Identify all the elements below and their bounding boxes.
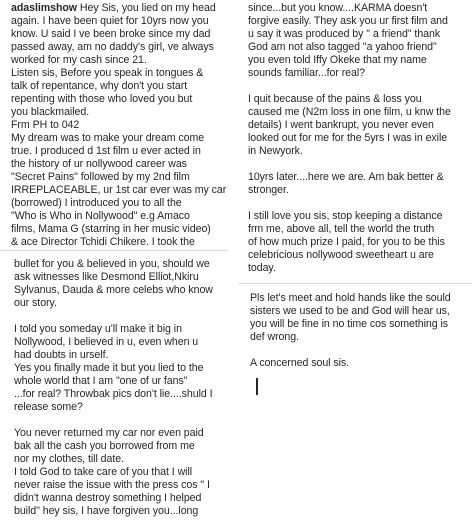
caption-line: A concerned soul sis.	[250, 357, 350, 369]
caption-line: had doubts in urself.	[14, 349, 109, 361]
caption-line: Sylvanus, Dauda & more celebs who know	[14, 284, 213, 296]
caption-line: passed away, am no daddy's girl, ve always	[11, 41, 214, 53]
caption-line: forgive easily. They ask you ur first film and	[248, 15, 448, 27]
caption-line: again. I have been quiet for 10yrs now you	[11, 15, 209, 27]
caption-line: (borrowed) I introduced you to all the	[11, 197, 182, 209]
fragment-divider-col1	[0, 250, 228, 251]
caption-line: IRREPLACEABLE, ur 1st car ever was my car	[11, 184, 227, 196]
caption-line: You never returned my car nor even paid	[14, 427, 204, 439]
caption-line: u say it was produced by " a friend" thank	[248, 28, 441, 40]
caption-line: our story.	[14, 297, 57, 309]
caption-line: Nollywood, I believed in u, even when u	[14, 336, 199, 348]
caption-line: details) I went bankrupt, you never even	[248, 119, 434, 131]
caption-line: since...but you know....KARMA doesn't	[248, 2, 428, 14]
caption-line: ask witnesses like Desmond Elliot,Nkiru	[14, 271, 199, 283]
paragraph-gap	[248, 80, 470, 93]
caption-line: worked for my cash since 21.	[11, 54, 147, 66]
caption-line: talk of repentance, why don't you start	[11, 80, 188, 92]
caption-line: nor my clothes, till date.	[14, 453, 124, 465]
text-cursor	[256, 378, 258, 395]
caption-line: you will be fine in no time cos something is	[250, 318, 449, 330]
caption-line: looked out for me for the 5yrs I was in exile	[248, 132, 448, 144]
caption-line: know. U said I ve been broke since my dad	[11, 28, 211, 40]
paragraph-gap	[14, 310, 232, 323]
caption-line: sisters we used to be and God will hear us,	[250, 305, 450, 317]
caption-line: Yes you finally made it but you lied to the	[14, 362, 204, 374]
caption-line: & ace Director Tchidi Chikere. I took the	[11, 236, 195, 248]
caption-fragment-col2-top	[248, 2, 470, 275]
caption-fragment-col1-top	[11, 2, 231, 249]
caption-line: bullet for you & believed in you, should we	[14, 258, 210, 270]
caption-line: you even told Iffy Okeke that my name	[248, 54, 427, 66]
caption-line: Pls let's meet and hold hands like the sould	[250, 292, 451, 304]
caption-line: Frm PH to 042	[11, 119, 80, 131]
caption-line: I still love you sis, stop keeping a distance	[248, 210, 443, 222]
caption-line: today.	[248, 262, 276, 274]
caption-line: frm me, above all, tell the world the truth	[248, 223, 435, 235]
caption-fragment-col1-bottom	[14, 258, 232, 518]
caption-line: I told you someday u'll make it big in	[14, 323, 182, 335]
caption-fragment-col2-bottom	[250, 292, 470, 370]
fragment-divider-col2	[238, 283, 472, 284]
caption-line: films, Mama G (starring in her music video)	[11, 223, 211, 235]
caption-line: 10yrs later....here we are. Am bak better &	[248, 171, 444, 183]
paragraph-gap	[248, 197, 470, 210]
paragraph-gap	[248, 158, 470, 171]
caption-line: "Secret Pains" followed by my 2nd film	[11, 171, 190, 183]
caption-line: My dream was to make your dream come	[11, 132, 205, 144]
caption-line: ...for real? Throwbak pics don't lie....shuld I	[14, 388, 213, 400]
paragraph-gap	[250, 344, 470, 357]
caption-line: def wrong.	[250, 331, 299, 343]
paragraph-gap	[14, 414, 232, 427]
caption-line: bak all the cash you borrowed from me	[14, 440, 195, 452]
caption-line: in Newyork.	[248, 145, 303, 157]
caption-line: release some?	[14, 401, 83, 413]
caption-line: celebricious nollywood sweetheart u are	[248, 249, 434, 261]
caption-line: adaslimshow Hey Sis, you lied on my head	[11, 2, 216, 14]
caption-line: repenting with those who loved you but	[11, 93, 193, 105]
caption-line: you blackmailed.	[11, 106, 90, 118]
caption-line: sounds familiar...for real?	[248, 67, 366, 79]
caption-line: true. I produced d 1st film u ever acted in	[11, 145, 201, 157]
caption-line: I quit because of the pains & loss you	[248, 93, 422, 105]
caption-line: stronger.	[248, 184, 289, 196]
caption-line: caused me (N2m loss in one film, u knw the	[248, 106, 451, 118]
caption-line: whole world that I am "one of ur fans"	[14, 375, 188, 387]
caption-line: I told God to take care of you that I will	[14, 466, 193, 478]
caption-line: the history of ur nollywood career was	[11, 158, 187, 170]
caption-line: build" hey sis, I have forgiven you...long	[14, 505, 199, 517]
caption-line: God am not also tagged "a yahoo friend"	[248, 41, 437, 53]
caption-line: Listen sis, Before you speak in tongues &	[11, 67, 204, 79]
caption-line: never raise the issue with the press cos " I	[14, 479, 210, 491]
caption-line: "Who is Who in Nollywood" e.g Amaco	[11, 210, 190, 222]
caption-line: of how much prize I paid, for you to be this	[248, 236, 445, 248]
username[interactable]: adaslimshow	[11, 2, 77, 14]
caption-line: didn't wanna destroy something I helped	[14, 492, 202, 504]
